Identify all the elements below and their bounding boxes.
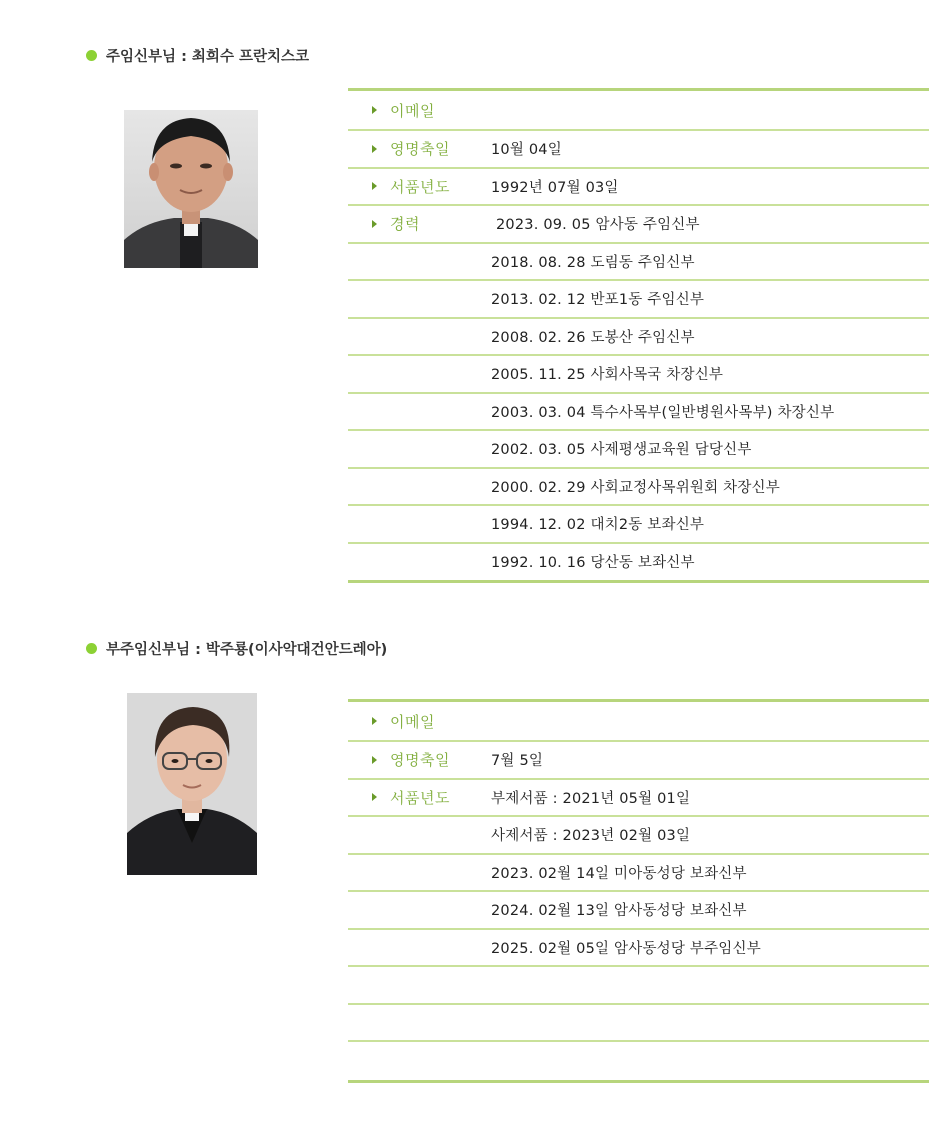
- career-row: [348, 317, 929, 355]
- career-entry: 2002. 03. 05 사제평생교육원 담당신부: [491, 442, 752, 459]
- empty-row: [348, 1040, 929, 1078]
- feast-day-value: 7월 5일: [491, 753, 544, 770]
- ordination-row: [348, 778, 929, 816]
- career-row: [348, 429, 929, 467]
- ordination-row: [348, 853, 929, 891]
- career-entry: 2008. 02. 26 도봉산 주임신부: [491, 329, 695, 346]
- career-entry: 2023. 09. 05 암사동 주임신부: [496, 217, 700, 234]
- career-entry: 1994. 12. 02 대치2동 보좌신부: [491, 517, 705, 534]
- ordination-row: [348, 928, 929, 966]
- career-entry: 2013. 02. 12 반포1동 주임신부: [491, 292, 705, 309]
- career-row: [348, 354, 929, 392]
- email-label: 이메일: [390, 712, 435, 731]
- ordination-label: 서품년도: [390, 788, 450, 807]
- feast-day-row: [348, 129, 929, 167]
- career-entry: 2000. 02. 29 사회교정사목위원회 차장신부: [491, 479, 780, 496]
- arrow-right-icon: [372, 220, 377, 228]
- career-row: [348, 504, 929, 542]
- career-row: [348, 467, 929, 505]
- arrow-right-icon: [372, 793, 377, 801]
- feast-day-label: 영명축일: [390, 751, 450, 770]
- career-row: [348, 204, 929, 242]
- arrow-right-icon: [372, 145, 377, 153]
- career-row: [348, 279, 929, 317]
- associate-info-table: [348, 699, 929, 1083]
- associate-pastor-photo: [127, 693, 257, 875]
- email-label: 이메일: [390, 101, 435, 120]
- career-row: [348, 542, 929, 580]
- arrow-right-icon: [372, 717, 377, 725]
- empty-row: [348, 1003, 929, 1041]
- email-row: [348, 91, 929, 129]
- ordination-entry: 부제서품 : 2021년 05월 01일: [491, 790, 691, 807]
- ordination-row: [348, 815, 929, 853]
- pastor-title-text: 주임신부님 : 최희수 프란치스코: [106, 48, 310, 65]
- ordination-row: [348, 167, 929, 205]
- ordination-entry: 2023. 02월 14일 미아동성당 보좌신부: [491, 865, 747, 882]
- arrow-right-icon: [372, 106, 377, 114]
- feast-day-value: 10월 04일: [491, 142, 562, 159]
- career-entry: 2018. 08. 28 도림동 주임신부: [491, 254, 695, 271]
- ordination-row: [348, 890, 929, 928]
- pastor-section-title: [86, 45, 309, 65]
- career-row: [348, 242, 929, 280]
- pastor-photo: [124, 110, 258, 268]
- ordination-label: 서품년도: [390, 177, 450, 196]
- ordination-value: 1992년 07월 03일: [491, 179, 619, 196]
- pastor-info-table: [348, 88, 929, 583]
- career-row: [348, 392, 929, 430]
- feast-day-row: [348, 740, 929, 778]
- career-entry: 2005. 11. 25 사회사목국 차장신부: [491, 367, 724, 384]
- associate-title-text: 부주임신부님 : 박주룡(이사악대건안드레아): [106, 641, 388, 658]
- bullet-dot-icon: [86, 50, 97, 61]
- arrow-right-icon: [372, 756, 377, 764]
- ordination-entry: 2025. 02월 05일 암사동성당 부주임신부: [491, 940, 761, 957]
- associate-section-title: [86, 638, 387, 658]
- feast-day-label: 영명축일: [390, 140, 450, 159]
- career-entry: 2003. 03. 04 특수사목부(일반병원사목부) 차장신부: [491, 404, 835, 421]
- empty-row: [348, 965, 929, 1003]
- career-label: 경력: [390, 215, 420, 234]
- ordination-entry: 2024. 02월 13일 암사동성당 보좌신부: [491, 903, 747, 920]
- bullet-dot-icon: [86, 643, 97, 654]
- career-entry: 1992. 10. 16 당산동 보좌신부: [491, 554, 695, 571]
- arrow-right-icon: [372, 182, 377, 190]
- email-row: [348, 702, 929, 740]
- ordination-entry: 사제서품 : 2023년 02월 03일: [491, 828, 691, 845]
